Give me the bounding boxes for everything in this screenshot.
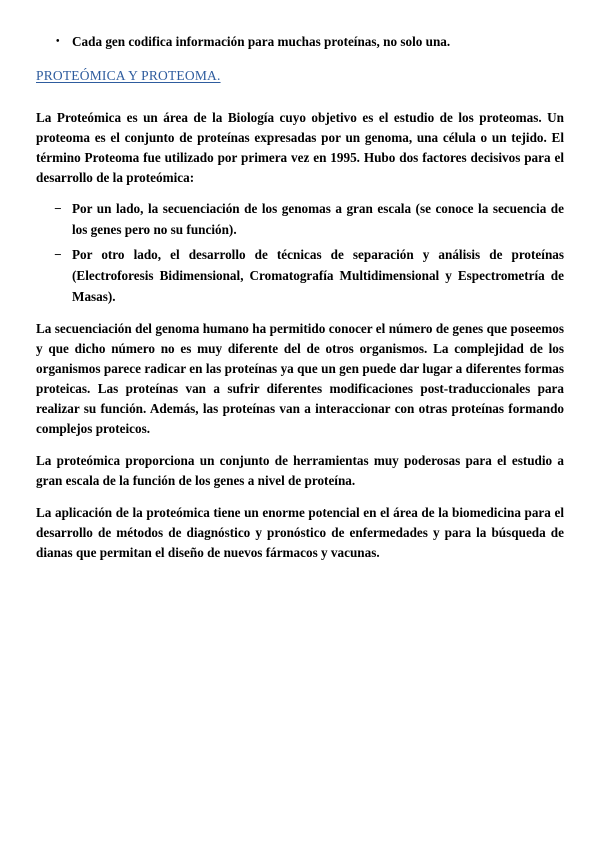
intro-text-2: es un área de la Biología cuyo objetivo es el estudio de los proteomas. Un (121, 110, 565, 125)
factor-item (36, 244, 564, 307)
dash-marker: − (54, 201, 62, 216)
bullet-list (36, 32, 564, 52)
section-heading: PROTEÓMICA Y PROTEOMA. (36, 68, 221, 83)
factor-text: Por un lado, la secuenciación de los genomas a gran escala (se conoce la secuencia de los genes pero no su función). (72, 201, 564, 237)
dash-marker: − (54, 247, 62, 262)
intro-term-proteoma: proteoma (36, 130, 90, 145)
intro-term-proteomica: Proteómica (56, 110, 122, 125)
factor-item (36, 198, 564, 240)
intro-text-1: La (36, 110, 57, 125)
bullet-item (36, 32, 564, 52)
genome-paragraph: La secuenciación del genoma humano ha permitido conocer el número de genes que poseemos y que dicho número no es muy diferente del de otros organismos. La complejidad de los organismos parece radicar en las proteínas ya que un gen puede dar lugar a diferentes formas proteicas. Las proteínas van a sufrir diferentes modificaciones post-traduccionales para realizar su función. Además, las proteínas van a interaccionar con otras proteínas formando complejos proteicos. (36, 321, 564, 436)
factors-list (36, 198, 564, 307)
intro-paragraph (36, 108, 564, 188)
application-paragraph: La aplicación de la proteómica tiene un enorme potencial en el área de la biomedicina para el desarrollo de métodos de diagnóstico y pronóstico de enfermedades y para la búsqueda de dianas que permitan el diseño de nuevos fármacos y vacunas. (36, 505, 564, 560)
intro-text-3: es el conjunto de proteínas expresadas por un genoma, una célula o un tejido. El término Proteoma fue utilizado por primera vez en 1995. Hubo dos factores decisivos para el desarrollo de la proteómica: (36, 130, 564, 185)
tools-paragraph: La proteómica proporciona un conjunto de herramientas muy poderosas para el estudio a gran escala de la función de los genes a nivel de proteína. (36, 453, 564, 488)
bullet-marker: • (56, 36, 60, 47)
bullet-text: Cada gen codifica información para muchas proteínas, no solo una. (72, 34, 451, 49)
factor-text: Por otro lado, el desarrollo de técnicas de separación y análisis de proteínas (Electroforesis Bidimensional, Cromatografía Multidimensional y Espectrometría de Masas). (72, 247, 564, 304)
